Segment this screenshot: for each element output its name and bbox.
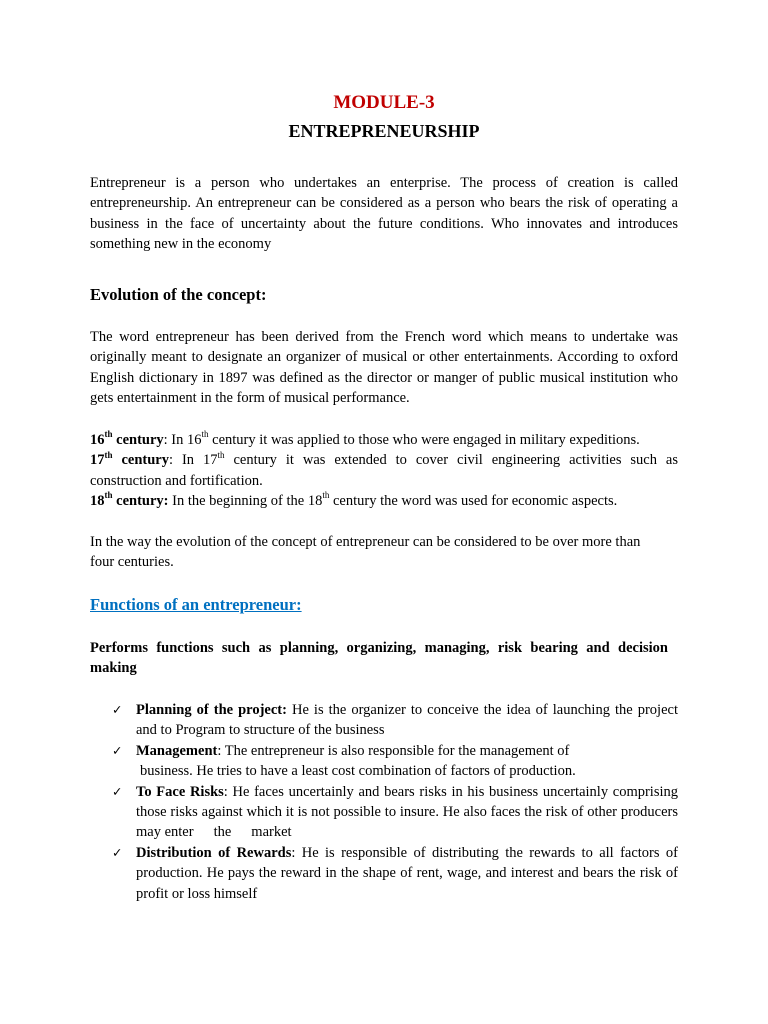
list-item: ✓ Management: The entrepreneur is also responsible for the management of business. He tries to have a least cost combination of factors of production. xyxy=(112,742,576,780)
check-icon: ✓ xyxy=(112,844,123,860)
centuries-block xyxy=(90,430,678,512)
check-icon: ✓ xyxy=(112,783,123,799)
evolution-conclusion: In the way the evolution of the concept of entrepreneur can be considered to be over more than four centuries. xyxy=(90,534,641,571)
functions-lead: Performs functions such as planning, organizing, managing, risk bearing and decision making xyxy=(90,640,668,677)
century-17-label: 17th century xyxy=(90,449,169,469)
century-18-line: 18th century: In the beginning of the 18th century the word was used for economic aspects. xyxy=(90,490,618,510)
list-item: ✓ Distribution of Rewards: He is responsible of distributing the rewards to all factors of production. He pays the reward in the shape of rent, wage, and interest and bears the risk of profit or loss himself xyxy=(112,844,678,902)
list-item: ✓ To Face Risks: He faces uncertainly and bears risks in his business uncertainly comprising those risks against which it is not possible to insure. He also faces the risk of other producers may enter the market xyxy=(112,783,678,841)
intro-paragraph: Entrepreneur is a person who undertakes an enterprise. The process of creation is called entrepreneurship. An entrepreneur can be considered as a person who bears the risk of operating a business in the face of uncertainty about the future conditions. Who innovates and introduces something new in the economy xyxy=(90,175,678,253)
functions-heading: Functions of an entrepreneur: xyxy=(90,595,302,614)
module-label: MODULE-3 xyxy=(333,92,435,113)
page-title: ENTREPRENEURSHIP xyxy=(288,121,480,141)
century-16-line: 16th century: In 16th century it was applied to those who were engaged in military expeditions. xyxy=(90,429,640,448)
century-16-label: 16th century xyxy=(90,429,164,448)
list-item: ✓ Planning of the project: He is the organizer to conceive the idea of launching the project and to Program to structure of the business xyxy=(112,702,678,739)
check-icon: ✓ xyxy=(112,702,123,717)
functions-list xyxy=(112,700,678,904)
evolution-paragraph: The word entrepreneur has been derived from the French word which means to undertake was originally meant to designate an organizer of musical or other entertainments. According to oxford English dictionary in 1897 was defined as the director or manger of public musical institution who gets entertainment in the form of musical performance. xyxy=(90,329,678,407)
century-18-label: 18th century: xyxy=(90,490,169,510)
check-icon: ✓ xyxy=(112,742,123,758)
evolution-heading: Evolution of the concept: xyxy=(90,285,267,304)
century-17-line: 17th century: In 17th century it was extended to cover civil engineering activities such as construction and fortification. xyxy=(90,449,679,489)
